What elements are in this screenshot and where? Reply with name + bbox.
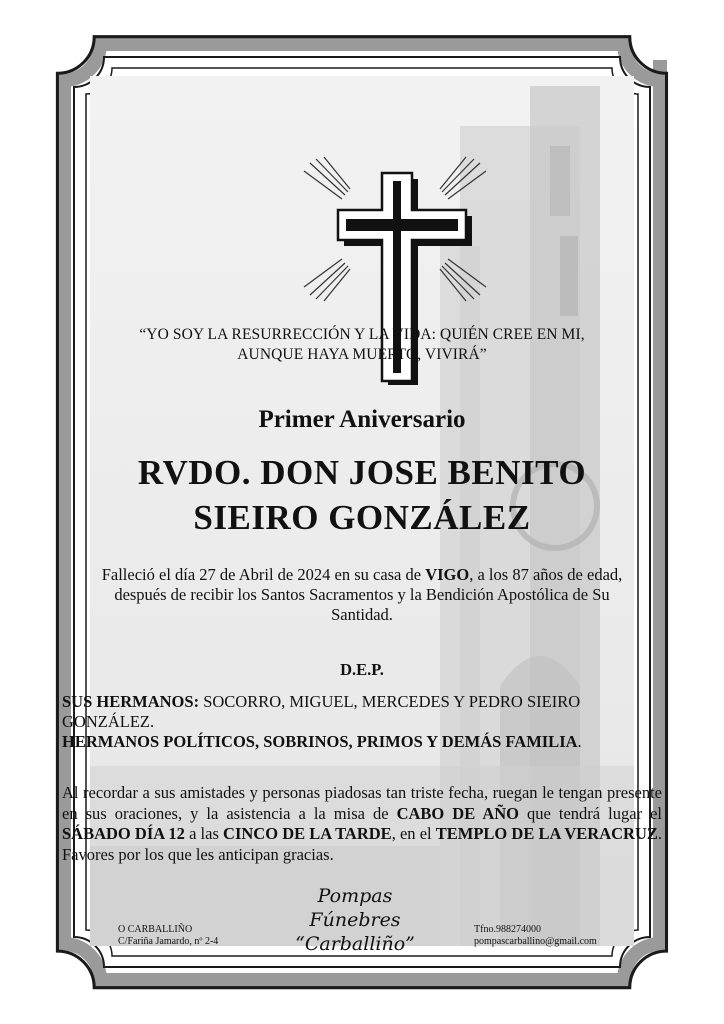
mass-text-1: Al recordar a sus amistades y personas piadosas tan triste fecha, ruegan le tengan presente en sus oraciones, y la asistencia a la misa de [62,783,662,823]
mass-text-2: que tendrá lugar el [519,803,662,823]
footer-town: O CARBALLIÑO [118,924,193,935]
mass-location: TEMPLO DE LA VERACRUZ [435,824,658,843]
death-notice-line-2: después de recibir los Santos Sacramentos y la Bendición Apostólica de Su [114,585,610,604]
siblings-label: SUS HERMANOS: [62,692,200,711]
footer-email: pompascarballino@gmail.com [474,936,597,947]
quote-line-1: “YO SOY LA RESURRECCIÓN Y LA VIDA: QUIÉN CREE EN MI, [139,326,585,343]
dep-label: D.E.P. [340,660,384,679]
footer-contact-block [474,924,597,948]
relatives-text: HERMANOS POLÍTICOS, SOBRINOS, PRIMOS Y DEMÁS FAMILIA [62,732,578,751]
mass-time: CINCO DE LA TARDE [223,824,392,843]
death-notice-line-3: Santidad. [331,605,393,624]
footer [60,885,664,964]
logo-line-1: Pompas Fúnebres [309,885,401,931]
footer-address-block [118,924,218,948]
siblings-names: SOCORRO, MIGUEL, MERCEDES Y PEDRO SIEIRO GONZÁLEZ. [62,692,581,731]
family-list [62,692,662,752]
mass-text-4: , en el [391,824,436,843]
siblings-line [62,692,662,732]
obituary-content [60,60,664,960]
death-notice-line-1 [60,565,664,585]
relatives-end: . [577,732,582,751]
mass-text-3: a las [184,824,224,843]
logo-line-2: “Carballiño” [295,933,415,955]
footer-address: C/Fariña Jamardo, nº 2-4 [118,936,219,947]
quote-line-2: AUNQUE HAYA MUERTO, VIVIRÁ” [237,346,487,363]
mass-text-5: . Favores por los que les anticipan gracias. [62,824,662,864]
relatives-line [62,732,662,752]
death-notice [60,565,664,625]
deceased-name-line-2: SIEIRO GONZÁLEZ [193,498,531,537]
mass-date: SÁBADO DÍA 12 [62,824,185,843]
deceased-name [60,450,664,540]
anniversary-heading: Primer Aniversario [258,406,466,433]
death-notice-text: Falleció el día 27 de Abril de 2024 en su casa de [101,565,426,584]
mass-type: CABO DE AÑO [396,803,520,823]
deceased-name-line-1: RVDO. DON JOSE BENITO [137,453,587,492]
death-notice-age: , a los 87 años de edad, [469,565,623,584]
funeral-home-logo [280,884,430,956]
scripture-quote [60,325,664,365]
mass-announcement [62,783,662,865]
footer-phone: Tfno.988274000 [474,924,541,935]
death-city: VIGO [425,565,470,584]
